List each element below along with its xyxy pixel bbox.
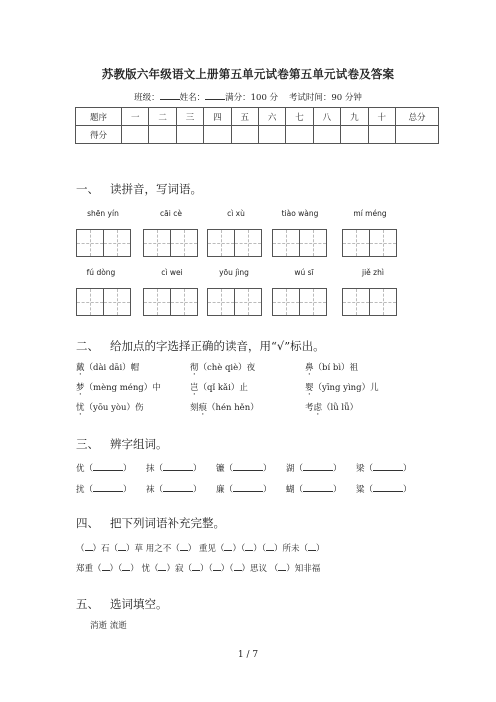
score-cell[interactable] (341, 126, 368, 144)
section-2-heading (76, 338, 325, 354)
char: 蝴 (286, 485, 295, 495)
answer-blank[interactable] (102, 562, 110, 571)
time-label: 考试时间：90 分钟 (288, 93, 362, 103)
pinyin-label: mí méng (353, 209, 387, 218)
char: 抹 (146, 464, 155, 474)
writing-grid[interactable] (342, 229, 397, 257)
grid-cell[interactable] (300, 289, 326, 315)
writing-grid[interactable] (207, 229, 262, 257)
grid-cell[interactable] (370, 289, 396, 315)
grid-cell[interactable] (235, 230, 261, 256)
grid-cell[interactable] (273, 289, 300, 315)
dotted-char: 彻 (190, 363, 199, 373)
reading-options[interactable]: （bí bì）祖 (313, 363, 359, 373)
grid-cell[interactable] (104, 289, 130, 315)
pinyin-label: tiào wàng (281, 209, 319, 218)
char: 梁 (356, 464, 365, 474)
grid-cell[interactable] (208, 230, 235, 256)
text: ）寂（ (166, 564, 192, 574)
grid-cell[interactable] (273, 230, 300, 256)
score-header-cell: 五 (231, 108, 258, 126)
word-item: 扰（ ） (76, 485, 132, 495)
score-cell[interactable] (176, 126, 203, 144)
score-header-cell: 六 (258, 108, 285, 126)
text: ）所未（ (273, 544, 308, 554)
section-1-heading (76, 181, 202, 197)
reading-item (190, 401, 259, 413)
answer-blank[interactable] (303, 483, 333, 492)
pinyin-label: shēn yín (87, 209, 119, 218)
score-header-cell: 总分 (396, 108, 439, 126)
word-item: 梁（ ） (356, 464, 412, 474)
class-label: 班级： (134, 93, 160, 103)
writing-grid[interactable] (342, 288, 397, 316)
score-cell[interactable] (286, 126, 313, 144)
score-label: 满分：100 分 (225, 93, 279, 103)
pinyin-label: cì wei (161, 268, 183, 277)
score-cell[interactable] (258, 126, 285, 144)
text: ）知非福 (286, 564, 321, 574)
answer-blank[interactable] (373, 462, 403, 471)
text: （ (76, 544, 85, 554)
text: ） (315, 544, 325, 554)
dotted-char: 梦 (76, 383, 85, 393)
answer-blank[interactable] (373, 483, 403, 492)
writing-grid[interactable] (76, 288, 131, 316)
section-title: 把下列词语补充完整。 (110, 516, 225, 530)
text: ）（ (232, 544, 246, 554)
name-label: 姓名： (179, 93, 206, 103)
word-item: 袜（ ） (146, 485, 202, 495)
section-3-heading (76, 436, 168, 452)
section-title: 辨字组词。 (110, 437, 168, 451)
word-item: 廉（ ） (216, 485, 272, 495)
word-choices: 消逝 流逝 (90, 621, 127, 631)
grid-cell[interactable] (235, 289, 261, 315)
dotted-char: 鼻 (305, 363, 314, 373)
reading-options[interactable]: （yīng yìng）儿 (313, 383, 379, 393)
text: ）思议 （ (241, 564, 279, 574)
char: 廉 (216, 485, 225, 495)
reading-item (305, 381, 379, 393)
grid-cell[interactable] (144, 289, 171, 315)
plain-char: 刻 (190, 403, 199, 413)
grid-cell[interactable] (144, 230, 171, 256)
idiom-line (76, 542, 325, 554)
char: 袜 (146, 485, 155, 495)
answer-blank[interactable] (303, 462, 333, 471)
score-cell[interactable] (204, 126, 231, 144)
score-header-cell: 题序 (76, 108, 122, 126)
name-blank[interactable] (205, 91, 225, 100)
page-title: 苏教版六年级语文上册第五单元试卷第五单元试卷及答案 (101, 67, 395, 81)
grid-cell[interactable] (343, 230, 370, 256)
score-cell[interactable] (231, 126, 258, 144)
reading-options[interactable]: （dài dāi）帽 (84, 363, 140, 373)
text: 郑重（ (76, 564, 102, 574)
score-header-cell: 二 (149, 108, 176, 126)
answer-blank[interactable] (93, 462, 123, 471)
char: 湖 (286, 464, 295, 474)
section-title: 选词填空。 (110, 597, 168, 611)
section-4-heading (76, 515, 225, 531)
score-header-cell: 三 (176, 108, 203, 126)
reading-options[interactable]: （mèng méng）中 (84, 383, 161, 393)
text: ）（ (109, 564, 123, 574)
answer-blank[interactable] (233, 483, 263, 492)
reading-options[interactable]: （chè qiè）夜 (198, 363, 256, 373)
dotted-char: 婴 (305, 383, 314, 393)
text: ）石（ (92, 544, 119, 554)
answer-blank[interactable] (180, 542, 188, 551)
score-cell[interactable] (122, 126, 149, 144)
score-header-cell: 八 (313, 108, 340, 126)
reading-item (76, 401, 144, 413)
answer-blank[interactable] (192, 562, 200, 571)
grid-cell[interactable] (343, 289, 370, 315)
score-row (76, 126, 439, 144)
score-header-cell: 七 (286, 108, 313, 126)
answer-blank[interactable] (234, 562, 242, 571)
char: 粱 (356, 485, 365, 495)
answer-blank[interactable] (245, 542, 253, 551)
writing-grid[interactable] (272, 229, 327, 257)
pinyin-label: fú dòng (86, 268, 116, 277)
reading-item (76, 381, 161, 393)
grid-cell[interactable] (208, 289, 235, 315)
pinyin-label: cì xù (227, 209, 245, 218)
grid-cell[interactable] (300, 230, 326, 256)
section-number: 四、 (76, 516, 99, 530)
pinyin-label: yōu jìng (219, 268, 249, 277)
grid-cell[interactable] (171, 289, 197, 315)
grid-cell[interactable] (171, 230, 197, 256)
grid-cell[interactable] (77, 230, 104, 256)
answer-blank[interactable] (213, 562, 221, 571)
reading-options[interactable]: （hén hěn） (207, 403, 259, 413)
grid-cell[interactable] (370, 230, 396, 256)
section-title: 给加点的字选择正确的读音，用“√”标出。 (110, 339, 325, 353)
word-item: 抹（ ） (146, 464, 202, 474)
reading-options[interactable]: （lǜ lǚ） (322, 403, 359, 413)
text: ） 忧（ (130, 564, 159, 574)
reading-options[interactable]: （qǐ kǎi）止 (198, 383, 248, 393)
score-row-label: 得分 (76, 126, 122, 144)
char: 扰 (76, 485, 85, 495)
idiom-line (76, 562, 320, 574)
pinyin-label: cāi cè (160, 209, 182, 218)
word-item: 蝴（ ） (286, 485, 342, 495)
reading-item (305, 401, 358, 413)
score-cell[interactable] (368, 126, 395, 144)
text: ） 重见（ (187, 544, 225, 554)
score-header-row (76, 108, 439, 126)
reading-item (190, 381, 248, 393)
dotted-char: 虑 (313, 403, 323, 413)
writing-grid[interactable] (207, 288, 262, 316)
reading-item (305, 361, 358, 373)
writing-grid[interactable] (272, 288, 327, 316)
dotted-char: 岂 (190, 383, 199, 393)
page-number: 1 / 7 (237, 650, 259, 660)
score-header-cell: 十 (368, 108, 395, 126)
answer-blank[interactable] (163, 462, 193, 471)
section-5-heading (76, 596, 168, 612)
answer-blank[interactable] (233, 462, 263, 471)
reading-options[interactable]: （yōu yòu）伤 (84, 403, 144, 413)
writing-grid[interactable] (76, 229, 131, 257)
score-table (75, 107, 439, 144)
score-header-cell: 四 (204, 108, 231, 126)
reading-item (190, 361, 255, 373)
answer-blank[interactable] (266, 542, 274, 551)
section-number: 二、 (76, 339, 99, 353)
section-number: 五、 (76, 597, 99, 611)
score-header-cell: 一 (122, 108, 149, 126)
answer-blank[interactable] (93, 483, 123, 492)
dotted-char: 忧 (76, 403, 85, 413)
text: ）草 用之不（ (126, 544, 180, 554)
answer-blank[interactable] (85, 542, 93, 551)
pinyin-label: jiě zhì (362, 268, 384, 277)
section-title: 读拼音，写词语。 (110, 182, 202, 196)
score-cell[interactable] (149, 126, 176, 144)
answer-blank[interactable] (308, 542, 316, 551)
section-number: 三、 (76, 437, 99, 451)
exam-info (0, 91, 496, 103)
word-item: 湖（ ） (286, 464, 342, 474)
reading-item (76, 361, 139, 373)
score-cell[interactable] (396, 126, 439, 144)
plain-char: 考 (305, 403, 314, 413)
word-item: 镰（ ） (216, 464, 272, 474)
answer-blank[interactable] (118, 542, 126, 551)
grid-cell[interactable] (104, 230, 130, 256)
char: 优 (76, 464, 85, 474)
dotted-char: 痕 (198, 403, 208, 413)
score-header-cell: 九 (341, 108, 368, 126)
word-item: 优（ ） (76, 464, 132, 474)
text: ）（ (253, 544, 266, 554)
class-blank[interactable] (160, 91, 180, 100)
writing-grid[interactable] (143, 229, 198, 257)
char: 镰 (216, 464, 225, 474)
pinyin-label: wú sī (294, 268, 314, 277)
writing-grid[interactable] (143, 288, 198, 316)
section-number: 一、 (76, 182, 99, 196)
dotted-char: 戴 (76, 363, 85, 373)
score-cell[interactable] (313, 126, 340, 144)
text: ）（ (220, 564, 234, 574)
answer-blank[interactable] (163, 483, 193, 492)
grid-cell[interactable] (77, 289, 104, 315)
text: ）（ (200, 564, 213, 574)
word-item: 粱（ ） (356, 485, 412, 495)
